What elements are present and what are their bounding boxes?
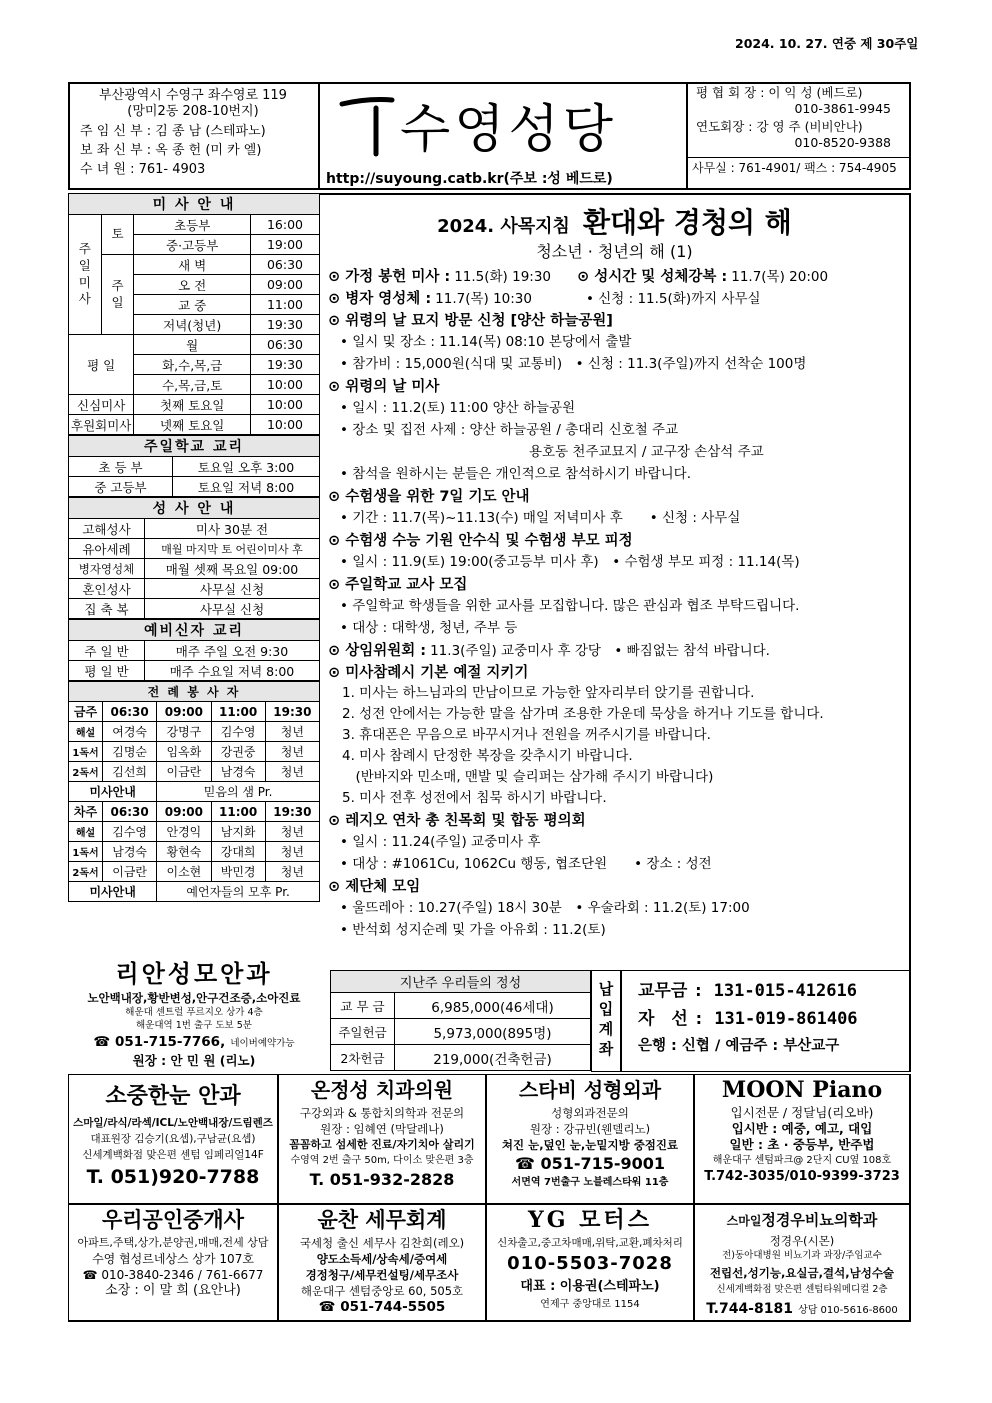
ad-line: 신세계백화점 맞은편 센텀타워메디컬 2층 xyxy=(716,1284,888,1295)
mass-time: 19:30 xyxy=(251,315,320,335)
mass-title: 미 사 안 내 xyxy=(69,194,320,215)
announcement-detail: • 일시 : 11.2(토) 11:00 양산 하늘공원 xyxy=(340,400,576,416)
bullet-icon: ⊙ xyxy=(328,879,346,895)
logo-mark-icon xyxy=(338,94,398,164)
announcement-detail: • 일시 및 장소 : 11.14(목) 08:10 본당에서 출발 xyxy=(340,334,632,350)
announcement-row xyxy=(328,641,909,661)
title-main: 환대와 경청의 해 xyxy=(583,206,792,239)
ad-line: 노안백내장,황반변성,안구건조증,소아진료 xyxy=(87,991,301,1005)
server-name: 강권중 xyxy=(211,742,265,762)
announcement-list xyxy=(320,267,909,941)
announcement-item xyxy=(328,811,909,875)
sat-label: 토 xyxy=(101,215,134,255)
announcement-detail: • 일시 : 11.9(토) 19:00(중고등부 미사 후) • 수험생 부모 피정 : 11.14(목) xyxy=(340,554,800,570)
ad-line: 수영 협성르네상스 상가 107호 xyxy=(92,1252,254,1266)
servers-head: 11:00 xyxy=(211,702,265,722)
announcement-detail: • 주일학교 학생들을 위한 교사를 모집합니다. 많은 관심과 협조 부탁드립니다. xyxy=(340,598,800,614)
class-time: 매주 주일 오전 9:30 xyxy=(145,641,320,661)
server-role: 1독서 xyxy=(69,842,103,862)
announcement-item xyxy=(328,663,909,809)
ad-line: 정경우(시몬) xyxy=(769,1234,835,1248)
mass-day: 첫째 토요일 xyxy=(134,395,251,415)
parish-info xyxy=(68,82,320,190)
announcement-head: 제단체 모임 xyxy=(345,879,421,895)
announcement-head-row xyxy=(328,811,909,831)
bullet-icon: ⊙ xyxy=(328,313,346,329)
server-name: 청년 xyxy=(265,742,319,762)
offering-box xyxy=(330,970,591,1071)
announcement-row xyxy=(328,289,909,309)
ad-line: 아파트,주택,상가,분양권,매매,전세 상담 xyxy=(77,1236,269,1249)
announcement-detail: • 장소 및 집전 사제 : 양산 하늘공원 / 총대리 신호철 주교 xyxy=(340,422,679,438)
announcement-detail: 1. 미사는 하느님과의 만남이므로 가능한 앞자리부터 앉기를 권합니다. xyxy=(342,685,755,701)
sacrament-name: 유아세례 xyxy=(69,539,145,559)
guide-value: 믿음의 샘 Pr. xyxy=(157,782,320,802)
logo-area xyxy=(320,82,686,190)
announcement-detail: 5. 미사 전후 성전에서 침묵 하시기 바랍니다. xyxy=(342,790,607,806)
announcement-item xyxy=(328,877,909,941)
bullet-icon: ⊙ xyxy=(328,291,346,307)
announcement-item xyxy=(328,267,909,287)
youth-phone: 010-8520-9388 xyxy=(794,134,891,150)
sacrament-info: 매월 마지막 토 어린이미사 후 xyxy=(145,539,320,559)
ad-line: 해운대구 센텀중앙로 60, 505호 xyxy=(300,1284,464,1298)
announcement-detail: • 대상 : 대학생, 청년, 주부 등 xyxy=(340,620,518,636)
announcement-text: 11.3(주일) 교중미사 후 강당 • 빠짐없는 참석 바랍니다. xyxy=(430,643,770,659)
charity-label: 자 선 xyxy=(638,1009,688,1029)
announcement-head-row xyxy=(328,877,909,897)
announcement-detail: • 울뜨레아 : 10.27(주일) 18시 30분 • 우술라회 : 11.2(토) 17:00 xyxy=(340,900,750,916)
ad-title: 소중한눈 안과 xyxy=(105,1083,241,1109)
mass-time: 19:30 xyxy=(251,355,320,375)
sacrament-name: 병자영성체 xyxy=(69,559,145,579)
servers-head: 06:30 xyxy=(103,702,157,722)
mass-time: 10:00 xyxy=(251,415,320,435)
ad-line: 성형외과전문의 xyxy=(551,1106,629,1120)
announcement-text: • 신청 : 11.5(화)까지 사무실 xyxy=(585,291,761,307)
ad-line: 스마일/라식/라섹/ICL/노안백내장/드림렌즈 xyxy=(73,1117,273,1129)
account-label: 납입계좌 xyxy=(591,970,621,1072)
announcement-head: 위령의 날 미사 xyxy=(345,379,440,395)
sacrament-table xyxy=(68,497,320,619)
server-name: 임옥화 xyxy=(157,742,211,762)
offering-label: 2차헌금 xyxy=(331,1045,395,1071)
ad-line: 국세청 출신 세무사 김찬희(레오) xyxy=(299,1236,465,1250)
ad-phone: 010-5503-7028 xyxy=(507,1253,673,1274)
ad-phone: T. 051)920-7788 xyxy=(86,1166,260,1188)
announcement-detail: 4. 미사 참례시 단정한 복장을 갖추시기 바랍니다. xyxy=(342,748,633,764)
ad-phone: ☎ 010-3840-2346 / 761-6677 xyxy=(82,1268,264,1282)
mass-time: 09:00 xyxy=(251,275,320,295)
left-column xyxy=(68,193,320,902)
ad-line: 연제구 중앙대로 1154 xyxy=(540,1299,640,1310)
server-name: 남지화 xyxy=(211,822,265,842)
announcement-detail: • 참가비 : 15,000원(식대 및 교통비) • 신청 : 11.3(주일)까지 선착순 100명 xyxy=(340,356,807,372)
mass-time: 06:30 xyxy=(251,255,320,275)
server-name: 강명구 xyxy=(157,722,211,742)
main-announcements xyxy=(320,193,911,970)
announcement-row xyxy=(328,267,909,287)
mass-name: 초등부 xyxy=(134,215,251,235)
announcement-item xyxy=(328,311,909,375)
announcement-detail: • 반석회 성지순례 및 가을 아유회 : 11.2(토) xyxy=(340,922,606,938)
announcement-head: 병자 영성체 : xyxy=(345,291,432,307)
charity-account: : 131-019-861406 xyxy=(693,1009,858,1029)
title-prefix: 2024. 사목지침 xyxy=(437,216,570,237)
announcement-item xyxy=(328,575,909,639)
sacrament-info: 사무실 신청 xyxy=(145,599,320,619)
bullet-icon: ⊙ xyxy=(328,813,346,829)
announcement-detail: • 대상 : #1061Cu, 1062Cu 행동, 협조단원 • 장소 : 성전 xyxy=(340,856,712,872)
ad-phone: T.742-3035/010-9399-3723 xyxy=(704,1169,900,1184)
ad-title: YG 모터스 xyxy=(528,1207,652,1233)
ad-title: 스타비 성형외과 xyxy=(518,1078,662,1102)
ad-line: 해운대역 1번 출구 도보 5분 xyxy=(136,1020,252,1031)
nun-line: 수 녀 원 : 761- 4903 xyxy=(80,162,206,177)
ad-line: 입시반 : 예중, 예고, 대입 xyxy=(731,1121,873,1136)
announcement-head-row xyxy=(328,663,909,683)
ad-phone: T.744-8181 xyxy=(706,1301,793,1317)
servers-head: 19:30 xyxy=(265,702,319,722)
ad-phone: ☎ 051-715-7766, xyxy=(93,1034,226,1050)
announcement-item xyxy=(328,289,909,309)
server-role: 해설 xyxy=(69,822,103,842)
main-title xyxy=(320,201,909,241)
ad-line: 구강외과 & 통합치의학과 전문의 xyxy=(299,1106,465,1120)
ad-yg-motors[interactable] xyxy=(486,1204,694,1322)
bank-info: 은행 : 신협 / 예금주 : 부산교구 xyxy=(638,1038,840,1054)
mass-day: 넷째 토요일 xyxy=(134,415,251,435)
announcement-text: 11.5(화) 19:30 xyxy=(454,269,552,285)
school-time: 토요일 오후 3:00 xyxy=(173,457,320,477)
announcement-detail: 3. 휴대폰은 무음으로 바꾸시거나 전원을 꺼주시기를 바랍니다. xyxy=(342,727,711,743)
school-level: 중 고등부 xyxy=(69,477,173,497)
announcement-detail: • 기간 : 11.7(목)~11.13(수) 매일 저녁미사 후 • 신청 : 사무실 xyxy=(340,510,741,526)
announcement-head: 수험생을 위한 7일 기도 안내 xyxy=(345,489,530,505)
account-box xyxy=(621,970,911,1072)
sacrament-info: 미사 30분 전 xyxy=(145,519,320,539)
ad-title: 온정성 치과의원 xyxy=(310,1078,454,1102)
guide-label: 미사안내 xyxy=(69,782,157,802)
servers-head: 11:00 xyxy=(211,802,265,822)
server-role: 해설 xyxy=(69,722,103,742)
mass-name: 중·고등부 xyxy=(134,235,251,255)
bullet-icon: ⊙ xyxy=(328,379,346,395)
ad-line: 원장 : 임혜연 (막달레나) xyxy=(320,1122,444,1136)
announcement-head: 위령의 날 묘지 방문 신청 [양산 하늘공원] xyxy=(345,313,613,329)
server-name: 김선희 xyxy=(103,762,157,782)
ad-line: 서면역 7번출구 노블레스타워 11층 xyxy=(511,1177,669,1188)
ad-woori-realty[interactable] xyxy=(68,1204,278,1322)
announcement-item xyxy=(328,641,909,661)
offering-label: 교 무 금 xyxy=(331,993,395,1019)
ad-phone: T. 051-932-2828 xyxy=(309,1170,455,1189)
server-name: 남경숙 xyxy=(211,762,265,782)
ad-onjungsung-dental[interactable] xyxy=(278,1074,486,1204)
class-name: 주 일 반 xyxy=(69,641,145,661)
issue-date: 2024. 10. 27. 연중 제 30주일 xyxy=(735,36,919,51)
ad-starbi-plastic[interactable] xyxy=(486,1074,694,1204)
announcement-detail: 2. 성전 안에서는 가능한 말을 삼가며 조용한 가운데 묵상을 하거나 기도를 합니다. xyxy=(342,706,824,722)
school-level: 초 등 부 xyxy=(69,457,173,477)
announcement-detail: • 참석을 원하시는 분들은 개인적으로 참석하시기 바랍니다. xyxy=(340,466,691,482)
office-phone: 사무실 : 761-4901/ 팩스 : 754-4905 xyxy=(688,157,911,176)
announcement-head-row xyxy=(328,531,909,551)
ad-line: 원장 : 강규빈(웬델리노) xyxy=(529,1122,651,1136)
ad-lian-eye-clinic[interactable] xyxy=(68,958,320,1070)
bullet-icon: ⊙ xyxy=(328,269,346,285)
offering-title: 지난주 우리들의 정성 xyxy=(331,971,591,993)
servers-title: 전 례 봉 사 자 xyxy=(69,682,320,702)
servers-head: 차주 xyxy=(69,802,103,822)
mass-table xyxy=(68,193,320,435)
ad-title: 우리공인중개사 xyxy=(101,1207,244,1232)
mass-name: 화,수,목,금 xyxy=(134,355,251,375)
mass-name: 신심미사 xyxy=(69,395,134,415)
offering-amount: 6,985,000(46세대) xyxy=(395,993,591,1019)
mass-time: 11:00 xyxy=(251,295,320,315)
server-name: 여경숙 xyxy=(103,722,157,742)
ad-moon-piano[interactable] xyxy=(694,1074,911,1204)
announcement-head: 미사참례시 기본 예절 지키기 xyxy=(345,665,529,681)
youth-chair: 연도회장 : 강 영 주 (비비안나) xyxy=(696,119,863,135)
ad-jung-urology[interactable] xyxy=(694,1204,911,1322)
mass-name: 저녁(청년) xyxy=(134,315,251,335)
mass-time: 19:00 xyxy=(251,235,320,255)
ad-line: 경정청구/세무컨설팅/세무조사 xyxy=(305,1268,459,1282)
sacrament-title: 성 사 안 내 xyxy=(69,498,320,519)
ad-line: 해운대구 센텀파크@ 2단지 CU옆 108호 xyxy=(712,1155,892,1166)
announcement-item xyxy=(328,377,909,485)
server-name: 청년 xyxy=(265,722,319,742)
mass-time: 10:00 xyxy=(251,375,320,395)
server-name: 김명순 xyxy=(103,742,157,762)
ad-line: 신세계백화점 맞은편 센텀 임페리얼14F xyxy=(82,1149,264,1161)
catechumen-title: 예비신자 교리 xyxy=(69,620,320,641)
address-line-1: 부산광역시 수영구 좌수영로 119 xyxy=(99,88,287,103)
ad-line: 입시전문 / 정달님(리오바) xyxy=(730,1105,874,1120)
catechumen-table xyxy=(68,619,320,681)
logo-text: 수영성당 xyxy=(400,100,617,160)
server-name: 강대희 xyxy=(211,842,265,862)
servers-table xyxy=(68,681,320,902)
servers-head: 09:00 xyxy=(157,702,211,722)
servers-head: 06:30 xyxy=(103,802,157,822)
ad-line: 일반 : 초 · 중등부, 반주법 xyxy=(729,1137,875,1152)
ad-line: 전)동아대병원 비뇨기과 과장/주임교수 xyxy=(722,1250,882,1261)
announcement-head: 성시간 및 성체강복 : xyxy=(594,269,728,285)
server-name: 남경숙 xyxy=(103,842,157,862)
assistant-line: 보 좌 신 부 : 옥 종 헌 (미 카 엘) xyxy=(80,142,262,158)
ad-line: 꼼꼼하고 섬세한 진료/자기치아 살리기 xyxy=(289,1138,475,1151)
server-name: 박민경 xyxy=(211,862,265,882)
weekday-label: 평 일 xyxy=(69,335,134,395)
sacrament-name: 집 축 복 xyxy=(69,599,145,619)
ad-title: MOON Piano xyxy=(721,1077,883,1103)
mass-name: 오 전 xyxy=(134,275,251,295)
ad-title: 리안성모안과 xyxy=(115,959,273,988)
server-name: 청년 xyxy=(265,822,319,842)
council-chair: 평 협 회 장 : 이 익 성 (베드로) xyxy=(696,85,863,100)
sunday-school-table xyxy=(68,435,320,497)
offering-amount: 219,000(건축헌금) xyxy=(395,1045,591,1071)
mass-time: 16:00 xyxy=(251,215,320,235)
ad-line: 수영역 2번 출구 50m, 다이소 맞은편 3층 xyxy=(290,1155,474,1166)
ad-title: 윤찬 세무회계 xyxy=(317,1207,447,1232)
ad-line: 양도소득세/상속세/증여세 xyxy=(316,1252,448,1266)
offering-label: 주일헌금 xyxy=(331,1019,395,1045)
servers-head: 금주 xyxy=(69,702,103,722)
announcement-head: 가정 봉헌 미사 : xyxy=(345,269,451,285)
sacrament-name: 고해성사 xyxy=(69,519,145,539)
main-subtitle: 청소년 · 청년의 해 (1) xyxy=(536,242,693,261)
announcement-head-row xyxy=(328,575,909,595)
bullet-icon: ⊙ xyxy=(328,643,346,659)
address-line-2: (망미2동 208-10번지) xyxy=(127,104,259,120)
announcement-text: 11.7(목) 10:30 xyxy=(435,291,532,307)
server-role: 2독서 xyxy=(69,762,103,782)
announcement-text: 11.7(목) 20:00 xyxy=(731,269,829,285)
ad-line: 소장 : 이 말 희 (요안나) xyxy=(105,1283,241,1298)
ad-line: 해운대 센트럴 푸르지오 상가 4층 xyxy=(125,1007,263,1018)
server-name: 청년 xyxy=(265,762,319,782)
ad-phone: ☎ 051-744-5505 xyxy=(318,1299,446,1315)
server-name: 황현숙 xyxy=(157,842,211,862)
contact-info xyxy=(686,82,911,190)
sacrament-name: 혼인성사 xyxy=(69,579,145,599)
ad-line: 대표 : 이용권(스테파노) xyxy=(520,1279,660,1294)
class-name: 평 일 반 xyxy=(69,661,145,681)
announcement-head: 레지오 연차 총 친목회 및 합동 평의회 xyxy=(345,813,586,829)
server-name: 김수영 xyxy=(211,722,265,742)
ad-title: 스마일 xyxy=(726,1214,762,1228)
tithe-account: : 131-015-412616 xyxy=(693,981,857,1001)
server-name: 이금란 xyxy=(157,762,211,782)
announcement-item xyxy=(328,487,909,529)
servers-head: 09:00 xyxy=(157,802,211,822)
announcement-head-row xyxy=(328,311,909,331)
school-time: 토요일 저녁 8:00 xyxy=(173,477,320,497)
ad-line: 쳐진 눈,덮인 눈,눈밑지방 중점진료 xyxy=(501,1138,679,1152)
mass-name: 수,목,금,토 xyxy=(134,375,251,395)
announcement-item xyxy=(328,531,909,573)
ad-line: 전립선,성기능,요실금,결석,남성수술 xyxy=(709,1266,895,1280)
tithe-label: 교무금 xyxy=(638,981,688,1001)
class-time: 매주 수요일 저녁 8:00 xyxy=(145,661,320,681)
ad-line: 상담 010-5616-8600 xyxy=(798,1305,898,1316)
council-phone: 010-3861-9945 xyxy=(794,100,891,116)
announcement-detail: 용호동 천주교묘지 / 교구장 손삼석 주교 xyxy=(340,444,764,460)
bullet-icon: ⊙ xyxy=(328,577,346,593)
server-name: 안경익 xyxy=(157,822,211,842)
ad-sojunghan-eye[interactable] xyxy=(68,1074,278,1204)
ad-line: 신차출고,중고차매매,위탁,교환,폐차처리 xyxy=(497,1237,683,1249)
server-name: 청년 xyxy=(265,842,319,862)
announcement-head-row xyxy=(328,377,909,397)
ad-line: 대표원장 김승기(요셉),구남균(요셉) xyxy=(90,1133,256,1145)
announcement-detail: (반바지와 민소매, 맨발 및 슬리퍼는 삼가해 주시기 바랍니다) xyxy=(342,769,714,785)
mass-name: 후원회미사 xyxy=(69,415,134,435)
ad-phone: ☎ 051-715-9001 xyxy=(514,1154,666,1173)
sacrament-info: 매월 셋째 목요일 09:00 xyxy=(145,559,320,579)
sunday-mass-label: 주 일 미 사 xyxy=(69,215,102,335)
server-name: 김수영 xyxy=(103,822,157,842)
announcement-detail: • 일시 : 11.24(주일) 교중미사 후 xyxy=(340,834,541,850)
bullet-icon: ⊙ xyxy=(328,489,346,505)
server-role: 2독서 xyxy=(69,862,103,882)
announcement-head: 주일학교 교사 모집 xyxy=(345,577,468,593)
bullet-icon: ⊙ xyxy=(328,533,346,549)
ad-yoonchan-tax[interactable] xyxy=(278,1204,486,1322)
bullet-icon: ⊙ xyxy=(577,269,595,285)
ad-line: 네이버예약가능 xyxy=(230,1038,295,1049)
bullet-icon: ⊙ xyxy=(328,665,346,681)
mass-time: 06:30 xyxy=(251,335,320,355)
ad-title: 정경우비뇨의학과 xyxy=(761,1211,878,1229)
servers-head: 19:30 xyxy=(265,802,319,822)
server-name: 이금란 xyxy=(103,862,157,882)
guide-label: 미사안내 xyxy=(69,882,157,902)
website-url[interactable]: http://suyoung.catb.kr(주보 :성 베드로) xyxy=(326,171,613,187)
sacrament-info: 사무실 신청 xyxy=(145,579,320,599)
server-role: 1독서 xyxy=(69,742,103,762)
server-name: 청년 xyxy=(265,862,319,882)
mass-name: 새 벽 xyxy=(134,255,251,275)
guide-value: 예언자들의 모후 Pr. xyxy=(157,882,320,902)
pastor-line: 주 임 신 부 : 김 종 남 (스테파노) xyxy=(80,123,266,139)
mass-name: 월 xyxy=(134,335,251,355)
server-name: 이소현 xyxy=(157,862,211,882)
ad-line: 원장 : 안 민 원 (리노) xyxy=(132,1053,256,1068)
announcement-head-row xyxy=(328,487,909,507)
announcement-head: 수험생 수능 기원 안수식 및 수험생 부모 피정 xyxy=(345,533,633,549)
mass-name: 교 중 xyxy=(134,295,251,315)
mass-time: 10:00 xyxy=(251,395,320,415)
sunday-school-title: 주일학교 교리 xyxy=(69,436,320,457)
announcement-head: 상임위원회 : xyxy=(345,643,427,659)
sun-label: 주 일 xyxy=(101,255,134,335)
offering-amount: 5,973,000(895명) xyxy=(395,1019,591,1045)
